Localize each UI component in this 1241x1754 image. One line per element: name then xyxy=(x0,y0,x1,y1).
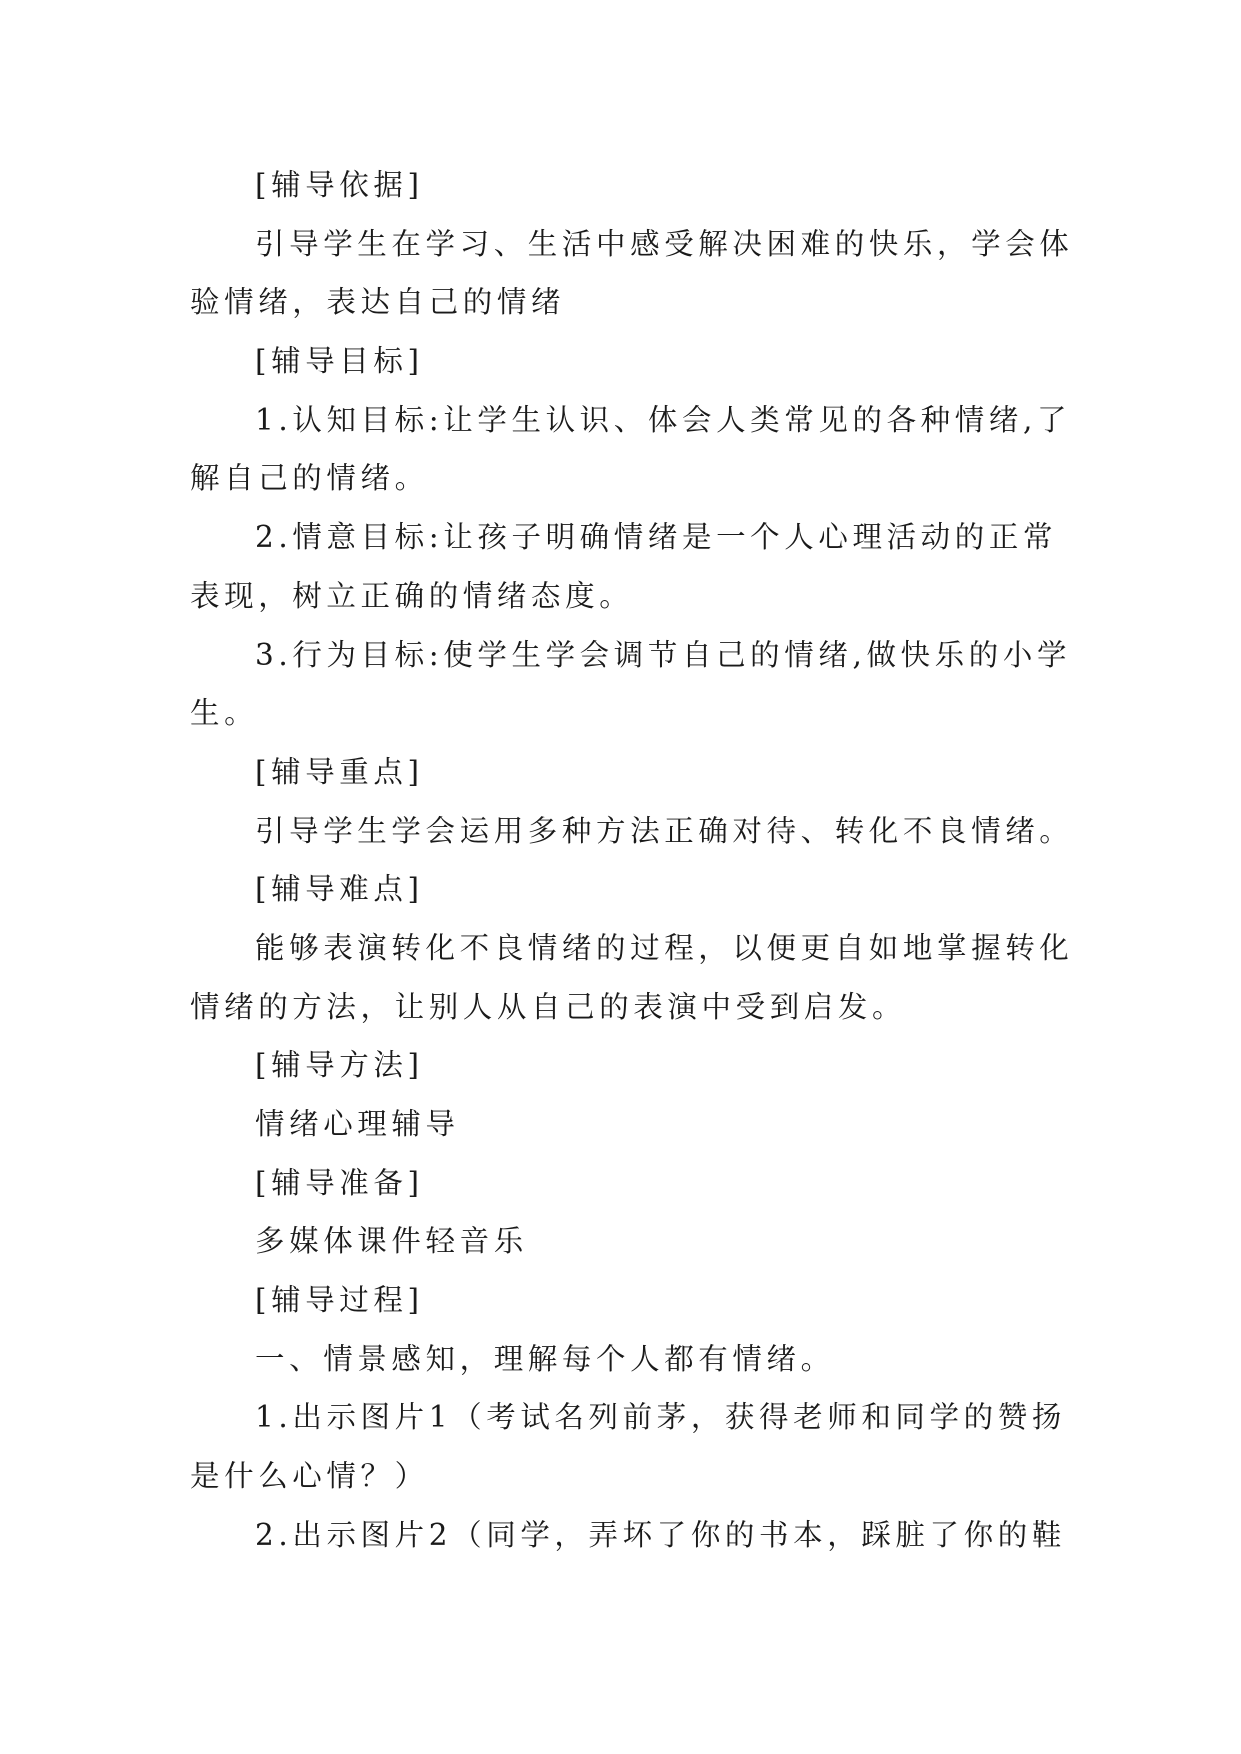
paragraph-line: 引导学生在学习、生活中感受解决困难的快乐，学会体 xyxy=(255,226,1074,261)
paragraph-line: 多媒体课件轻音乐 xyxy=(255,1224,528,1259)
section-heading-basis: [辅导依据] xyxy=(255,168,424,202)
paragraph-line: 1.认知目标:让学生认识、体会人类常见的各种情绪,了 xyxy=(255,402,1072,437)
paragraph-line: 解自己的情绪。 xyxy=(190,461,429,496)
paragraph-line: 情绪心理辅导 xyxy=(255,1107,460,1141)
section-heading-process: [辅导过程] xyxy=(255,1283,424,1318)
section-heading-preparation: [辅导准备] xyxy=(255,1165,424,1200)
paragraph-line: 验情绪，表达自己的情绪 xyxy=(190,285,566,320)
paragraph-line: 引导学生学会运用多种方法正确对待、转化不良情绪。 xyxy=(255,813,1074,848)
paragraph-line: 表现，树立正确的情绪态度。 xyxy=(190,578,634,613)
section-heading-difficulty: [辅导难点] xyxy=(255,872,424,907)
section-heading-method: [辅导方法] xyxy=(255,1048,424,1083)
section-heading-goals: [辅导目标] xyxy=(255,344,424,379)
paragraph-line: 能够表演转化不良情绪的过程，以便更自如地掌握转化 xyxy=(255,930,1074,965)
paragraph-line: 生。 xyxy=(190,696,259,731)
paragraph-line: 3.行为目标:使学生学会调节自己的情绪,做快乐的小学 xyxy=(255,637,1072,672)
paragraph-line: 是什么心情？） xyxy=(190,1459,429,1494)
section-heading-focus: [辅导重点] xyxy=(255,754,424,789)
paragraph-line: 2.情意目标:让孩子明确情绪是一个人心理活动的正常 xyxy=(255,520,1058,555)
paragraph-line: 2.出示图片2（同学，弄坏了你的书本，踩脏了你的鞋 xyxy=(255,1517,1066,1552)
document-body xyxy=(190,156,1074,1565)
paragraph-line: 一、情景感知，理解每个人都有情绪。 xyxy=(255,1341,835,1376)
paragraph-line: 情绪的方法，让别人从自己的表演中受到启发。 xyxy=(190,989,907,1024)
paragraph-line: 1.出示图片1（考试名列前茅，获得老师和同学的赞扬 xyxy=(255,1400,1066,1435)
